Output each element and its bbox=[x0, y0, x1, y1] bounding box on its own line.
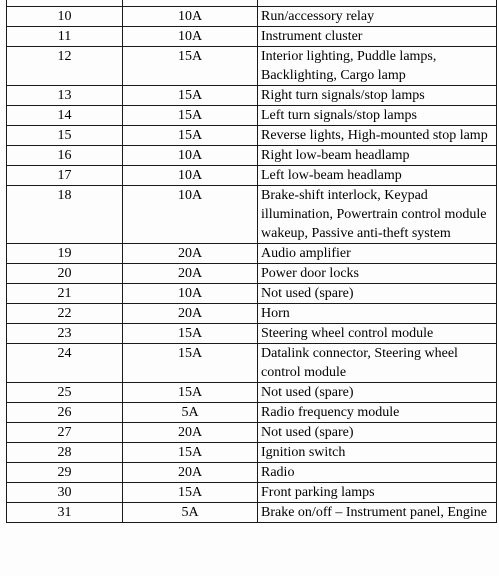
table-row bbox=[7, 146, 497, 166]
fuse-number-cell: 16 bbox=[7, 146, 123, 166]
fuse-number-cell: 27 bbox=[7, 423, 123, 443]
table-row bbox=[7, 344, 497, 383]
fuse-rating-cell: 10A bbox=[123, 284, 258, 304]
fuse-number-cell: 26 bbox=[7, 403, 123, 423]
fuse-number-cell: 23 bbox=[7, 324, 123, 344]
fuse-description-cell: Not used (spare) bbox=[258, 423, 497, 443]
fuse-rating-cell: 10A bbox=[123, 7, 258, 27]
fuse-rating-cell: 10A bbox=[123, 186, 258, 244]
fuse-rating-cell: 20A bbox=[123, 244, 258, 264]
table-row bbox=[7, 86, 497, 106]
fuse-number-cell: 24 bbox=[7, 344, 123, 383]
fuse-description-cell: Not used (spare) bbox=[258, 383, 497, 403]
fuse-number-cell: 31 bbox=[7, 503, 123, 523]
fuse-rating-cell: 20A bbox=[123, 463, 258, 483]
fuse-rating-cell: 10A bbox=[123, 166, 258, 186]
fuse-description-cell: Left low-beam headlamp bbox=[258, 166, 497, 186]
fuse-description-cell: Radio bbox=[258, 463, 497, 483]
fuse-number-cell: 29 bbox=[7, 463, 123, 483]
fuse-number-cell: 11 bbox=[7, 27, 123, 47]
table-row bbox=[7, 403, 497, 423]
table-row bbox=[7, 264, 497, 284]
table-row bbox=[7, 126, 497, 146]
fuse-description-cell: Brake-shift interlock, Keypad illumination, Powertrain control module wakeup, Passive anti-theft system bbox=[258, 186, 497, 244]
table-row bbox=[7, 383, 497, 403]
table-row bbox=[7, 47, 497, 86]
fuse-description-cell: Datalink connector, Steering wheel control module bbox=[258, 344, 497, 383]
fuse-table bbox=[6, 0, 497, 523]
table-row bbox=[7, 483, 497, 503]
fuse-number-cell: 12 bbox=[7, 47, 123, 86]
fuse-rating-cell: 20A bbox=[123, 304, 258, 324]
fuse-number-cell: 13 bbox=[7, 86, 123, 106]
fuse-number-cell: 15 bbox=[7, 126, 123, 146]
fuse-rating-cell: 15A bbox=[123, 324, 258, 344]
table-row bbox=[7, 7, 497, 27]
table-row bbox=[7, 284, 497, 304]
table-row bbox=[7, 186, 497, 244]
fuse-rating-cell: 5A bbox=[123, 403, 258, 423]
fuse-number-cell: 18 bbox=[7, 186, 123, 244]
fuse-number-cell: 19 bbox=[7, 244, 123, 264]
fuse-rating-cell: 20A bbox=[123, 264, 258, 284]
table-row bbox=[7, 503, 497, 523]
table-row bbox=[7, 166, 497, 186]
fuse-rating-cell: 5A bbox=[123, 503, 258, 523]
table-row bbox=[7, 443, 497, 463]
fuse-rating-cell: 10A bbox=[123, 146, 258, 166]
fuse-description-cell: Power door locks bbox=[258, 264, 497, 284]
fuse-description-cell: Ignition switch bbox=[258, 443, 497, 463]
fuse-number-cell: 14 bbox=[7, 106, 123, 126]
fuse-description-cell: Brake on/off – Instrument panel, Engine bbox=[258, 503, 497, 523]
fuse-description-cell: Audio amplifier bbox=[258, 244, 497, 264]
table-row bbox=[7, 324, 497, 344]
fuse-rating-cell: 15A bbox=[123, 344, 258, 383]
fuse-description-cell: Front parking lamps bbox=[258, 483, 497, 503]
fuse-number-cell: 28 bbox=[7, 443, 123, 463]
fuse-number-cell: 25 bbox=[7, 383, 123, 403]
fuse-number-cell: 10 bbox=[7, 7, 123, 27]
table-row bbox=[7, 244, 497, 264]
fuse-description-cell: Steering wheel control module bbox=[258, 324, 497, 344]
fuse-number-cell: 20 bbox=[7, 264, 123, 284]
fuse-description-cell: Reverse lights, High-mounted stop lamp bbox=[258, 126, 497, 146]
table-row bbox=[7, 304, 497, 324]
fuse-description-cell: Instrument cluster bbox=[258, 27, 497, 47]
fuse-rating-cell: 20A bbox=[123, 423, 258, 443]
fuse-rating-cell: 15A bbox=[123, 86, 258, 106]
fuse-rating-cell: 15A bbox=[123, 383, 258, 403]
fuse-rating-cell: 10A bbox=[123, 27, 258, 47]
fuse-number-cell: 30 bbox=[7, 483, 123, 503]
fuse-table-body bbox=[7, 7, 497, 523]
fuse-description-cell: Right low-beam headlamp bbox=[258, 146, 497, 166]
fuse-number-cell: 17 bbox=[7, 166, 123, 186]
fuse-number-cell: 22 bbox=[7, 304, 123, 324]
fuse-description-cell: Right turn signals/stop lamps bbox=[258, 86, 497, 106]
fuse-rating-cell: 15A bbox=[123, 106, 258, 126]
fuse-description-cell: Left turn signals/stop lamps bbox=[258, 106, 497, 126]
table-row bbox=[7, 463, 497, 483]
fuse-rating-cell: 15A bbox=[123, 47, 258, 86]
table-row bbox=[7, 423, 497, 443]
fuse-description-cell: Radio frequency module bbox=[258, 403, 497, 423]
fuse-rating-cell: 15A bbox=[123, 483, 258, 503]
fuse-description-cell: Not used (spare) bbox=[258, 284, 497, 304]
table-row bbox=[7, 27, 497, 47]
fuse-description-cell: Horn bbox=[258, 304, 497, 324]
fuse-rating-cell: 15A bbox=[123, 126, 258, 146]
fuse-number-cell: 21 bbox=[7, 284, 123, 304]
table-row bbox=[7, 106, 497, 126]
fuse-rating-cell: 15A bbox=[123, 443, 258, 463]
fuse-description-cell: Interior lighting, Puddle lamps, Backlighting, Cargo lamp bbox=[258, 47, 497, 86]
fuse-description-cell: Run/accessory relay bbox=[258, 7, 497, 27]
